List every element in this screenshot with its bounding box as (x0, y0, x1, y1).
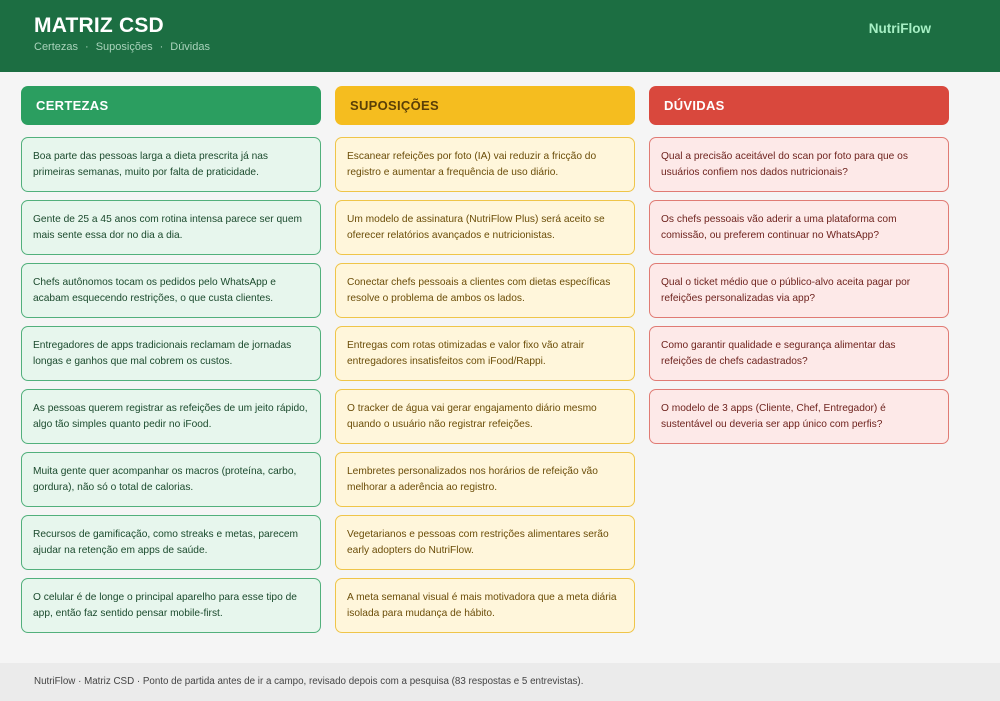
card-certeza: As pessoas querem registrar as refeições de um jeito rápido, algo tão simples quanto pedir no iFood. (21, 389, 321, 444)
column-suposicoes (335, 86, 635, 633)
card-certeza: Gente de 25 a 45 anos com rotina intensa parece ser quem mais sente essa dor no dia a dia. (21, 200, 321, 255)
card-suposicao: O tracker de água vai gerar engajamento diário mesmo quando o usuário não registrar refeições. (335, 389, 635, 444)
page-subtitle (34, 41, 210, 53)
card-suposicao: Escanear refeições por foto (IA) vai reduzir a fricção do registro e aumentar a frequência de uso diário. (335, 137, 635, 192)
card-suposicao: Vegetarianos e pessoas com restrições alimentares serão early adopters do NutriFlow. (335, 515, 635, 570)
card-list-duvidas (649, 137, 949, 444)
card-certeza: O celular é de longe o principal aparelho para esse tipo de app, então faz sentido pensar mobile-first. (21, 578, 321, 633)
card-certeza: Entregadores de apps tradicionais reclamam de jornadas longas e ganhos que mal cobrem os custos. (21, 326, 321, 381)
card-list-suposicoes (335, 137, 635, 633)
card-duvida: Qual o ticket médio que o público-alvo aceita pagar por refeições personalizadas via app? (649, 263, 949, 318)
card-certeza: Recursos de gamificação, como streaks e metas, parecem ajudar na retenção em apps de saúde. (21, 515, 321, 570)
page-footer: NutriFlow · Matriz CSD · Ponto de partida antes de ir a campo, revisado depois com a pesquisa (83 respostas e 5 entrevistas). (0, 663, 1000, 701)
card-duvida: Qual a precisão aceitável do scan por foto para que os usuários confiem nos dados nutricionais? (649, 137, 949, 192)
column-header-certezas: CERTEZAS (21, 86, 321, 125)
card-duvida: Os chefs pessoais vão aderir a uma plataforma com comissão, ou preferem continuar no WhatsApp? (649, 200, 949, 255)
card-suposicao: Conectar chefs pessoais a clientes com dietas específicas resolve o problema de ambos os lados. (335, 263, 635, 318)
subtitle-separator: · (159, 41, 164, 53)
column-duvidas (649, 86, 949, 444)
card-list-certezas (21, 137, 321, 633)
column-certezas (21, 86, 321, 633)
card-suposicao: Lembretes personalizados nos horários de refeição vão melhorar a aderência ao registro. (335, 452, 635, 507)
subtitle-certezas: Certezas (34, 41, 79, 53)
card-certeza: Boa parte das pessoas larga a dieta prescrita já nas primeiras semanas, muito por falta de praticidade. (21, 137, 321, 192)
card-certeza: Chefs autônomos tocam os pedidos pelo WhatsApp e acabam esquecendo restrições, o que custa clientes. (21, 263, 321, 318)
subtitle-suposicoes: Suposições (95, 41, 153, 53)
card-suposicao: Entregas com rotas otimizadas e valor fixo vão atrair entregadores insatisfeitos com iFood/Rappi. (335, 326, 635, 381)
page-title: MATRIZ CSD (34, 14, 164, 37)
column-header-suposicoes: SUPOSIÇÕES (335, 86, 635, 125)
brand-name: NutriFlow (868, 21, 931, 36)
column-header-duvidas: DÚVIDAS (649, 86, 949, 125)
card-suposicao: Um modelo de assinatura (NutriFlow Plus) será aceito se oferecer relatórios avançados e nutricionistas. (335, 200, 635, 255)
card-duvida: O modelo de 3 apps (Cliente, Chef, Entregador) é sustentável ou deveria ser app único com perfis? (649, 389, 949, 444)
card-suposicao: A meta semanal visual é mais motivadora que a meta diária isolada para mudança de hábito. (335, 578, 635, 633)
card-duvida: Como garantir qualidade e segurança alimentar das refeições de chefs cadastrados? (649, 326, 949, 381)
subtitle-separator: · (85, 41, 89, 53)
page-header (0, 0, 1000, 72)
card-certeza: Muita gente quer acompanhar os macros (proteína, carbo, gordura), não só o total de calorias. (21, 452, 321, 507)
subtitle-duvidas: Dúvidas (170, 41, 210, 53)
